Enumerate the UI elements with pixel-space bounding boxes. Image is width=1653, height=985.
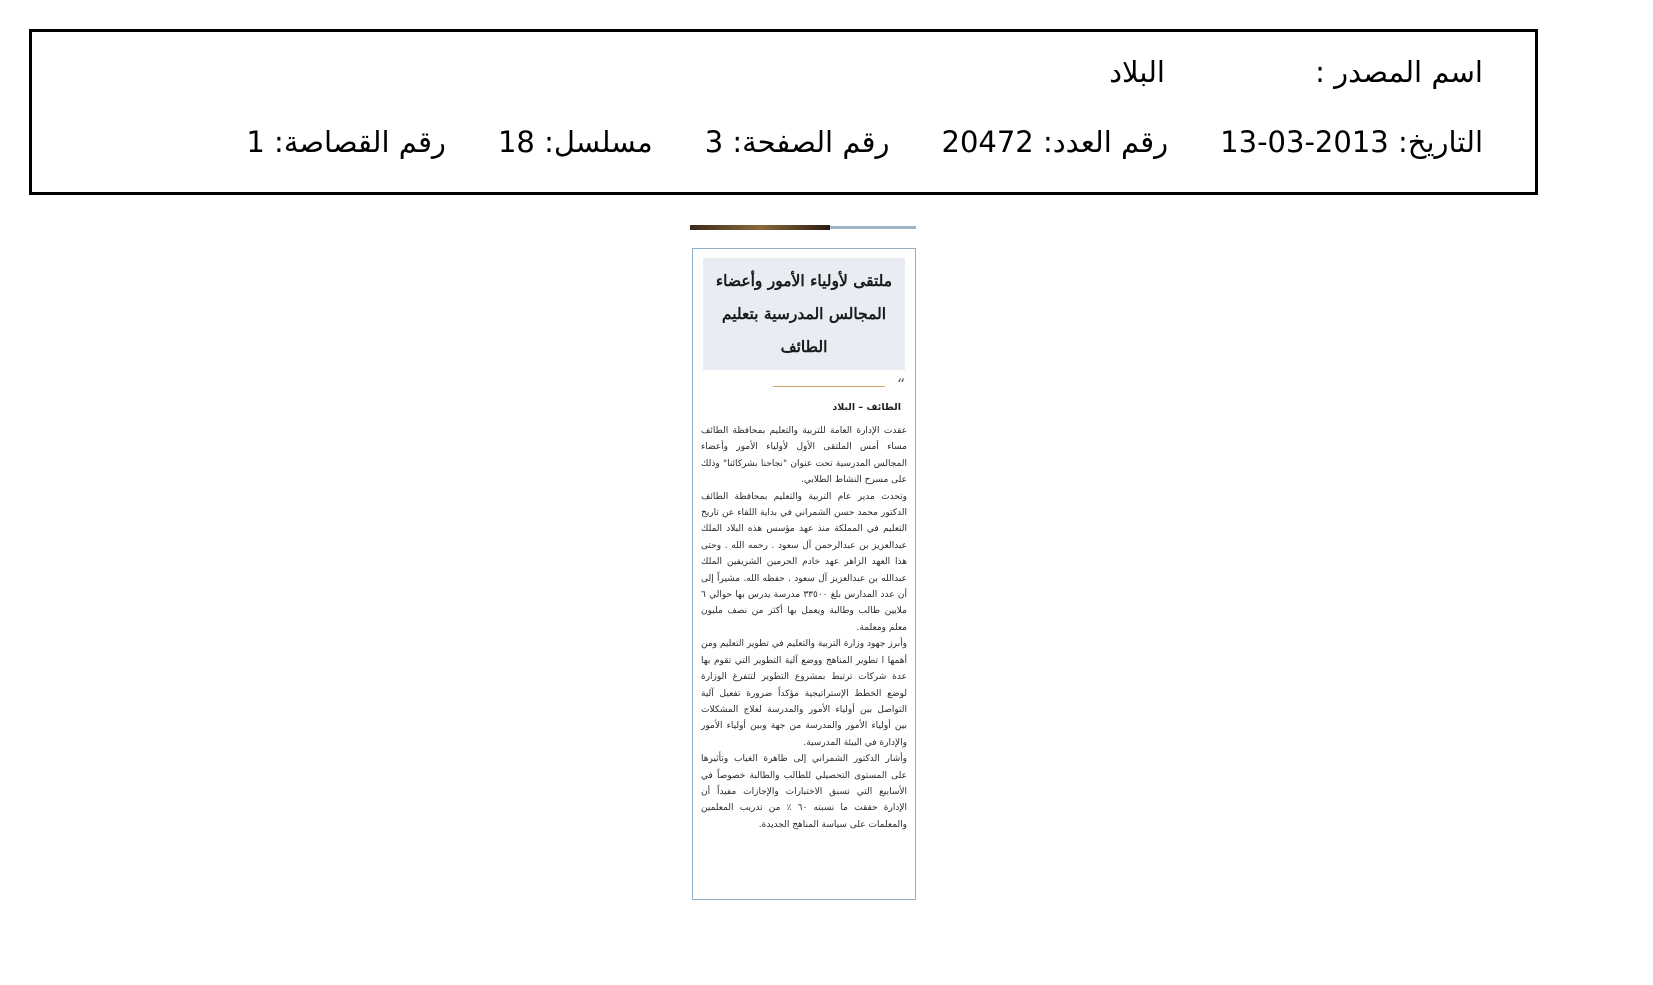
clipping-top-edge-rule [830, 226, 916, 229]
page-number-field: رقم الصفحة: 3 [704, 125, 890, 159]
source-label: اسم المصدر : [1315, 55, 1483, 89]
body-paragraph: وأبرز جهود وزارة التربية والتعليم في تطوير التعليم ومن أهمها ا تطوير المناهج ووضع آلية التطوير التي تقوم بها عدة شركات ترتبط بمشروع التطوير لتتفرغ الوزارة لوضع الخطط الإستراتيجية مؤكداً ضرورة تفعيل آلية التواصل بين أولياء الأمور والمدرسة لعلاج المشكلات بين أولياء الأمور والمدرسة من جهة وبين أولياء الأمور والإدارة في البيئة المدرسية. [701, 639, 907, 748]
clipping-headline: ملتقى لأولياء الأمور وأعضاء المجالس المدرسية بتعليم الطائف [703, 258, 905, 370]
clipping-dateline: الطائف – البلاد [832, 402, 901, 413]
body-paragraph: عقدت الإدارة العامة للتربية والتعليم بمحافظة الطائف مساء أمس الملتقى الأول لأولياء الأمور وأعضاء المجالس المدرسية تحت عنوان "نجاحنا بشركائنا" وذلك على مسرح النشاط الطلابي. [701, 426, 907, 486]
metadata-row [246, 124, 1483, 160]
quote-icon: “ [896, 375, 905, 394]
source-value: البلاد [1109, 55, 1165, 89]
clipping-body [701, 423, 907, 833]
newspaper-clipping [692, 248, 916, 900]
issue-number-field: رقم العدد: 20472 [941, 125, 1169, 159]
body-paragraph: وتحدث مدير عام التربية والتعليم بمحافظة الطائف الدكتور محمد حسن الشمراني في بداية اللقاء عن تاريخ التعليم في المملكة منذ عهد مؤسس هذه البلاد الملك عبدالعزيز بن عبدالرحمن آل سعود . رحمه الله . وحتى هذا العهد الزاهر عهد خادم الحرمين الشريفين الملك عبدالله بن عبدالعزيز آل سعود . حفظه الله. مشيراً إلى أن عدد المدارس بلغ ٣٣٥٠٠ مدرسة يدرس بها حوالي ٦ ملايين طالب وطالبة ويعمل بها أكثر من نصف مليون معلم ومعلمة. [701, 491, 908, 633]
clip-number-field: رقم القصاصة: 1 [246, 125, 446, 159]
clipping-top-edge [690, 225, 830, 230]
date-field: التاريخ: 2013-03-13 [1220, 125, 1483, 159]
serial-field: مسلسل: 18 [497, 125, 653, 159]
divider-line [773, 386, 885, 387]
quote-divider [703, 375, 905, 396]
body-paragraph: وأشار الدكتور الشمراني إلى ظاهرة الغياب وتأثيرها على المستوى التحصيلي للطالب والطالبة خصوصاً في الأسابيع التي تسبق الاختبارات والإجازات مفيداً أن الإدارة حققت ما نسبته ٦٠ ٪ من تدريب المعلمين والمعلمات على سياسة المناهج الجديدة. [701, 754, 907, 830]
clipping-metadata-box [29, 29, 1538, 195]
